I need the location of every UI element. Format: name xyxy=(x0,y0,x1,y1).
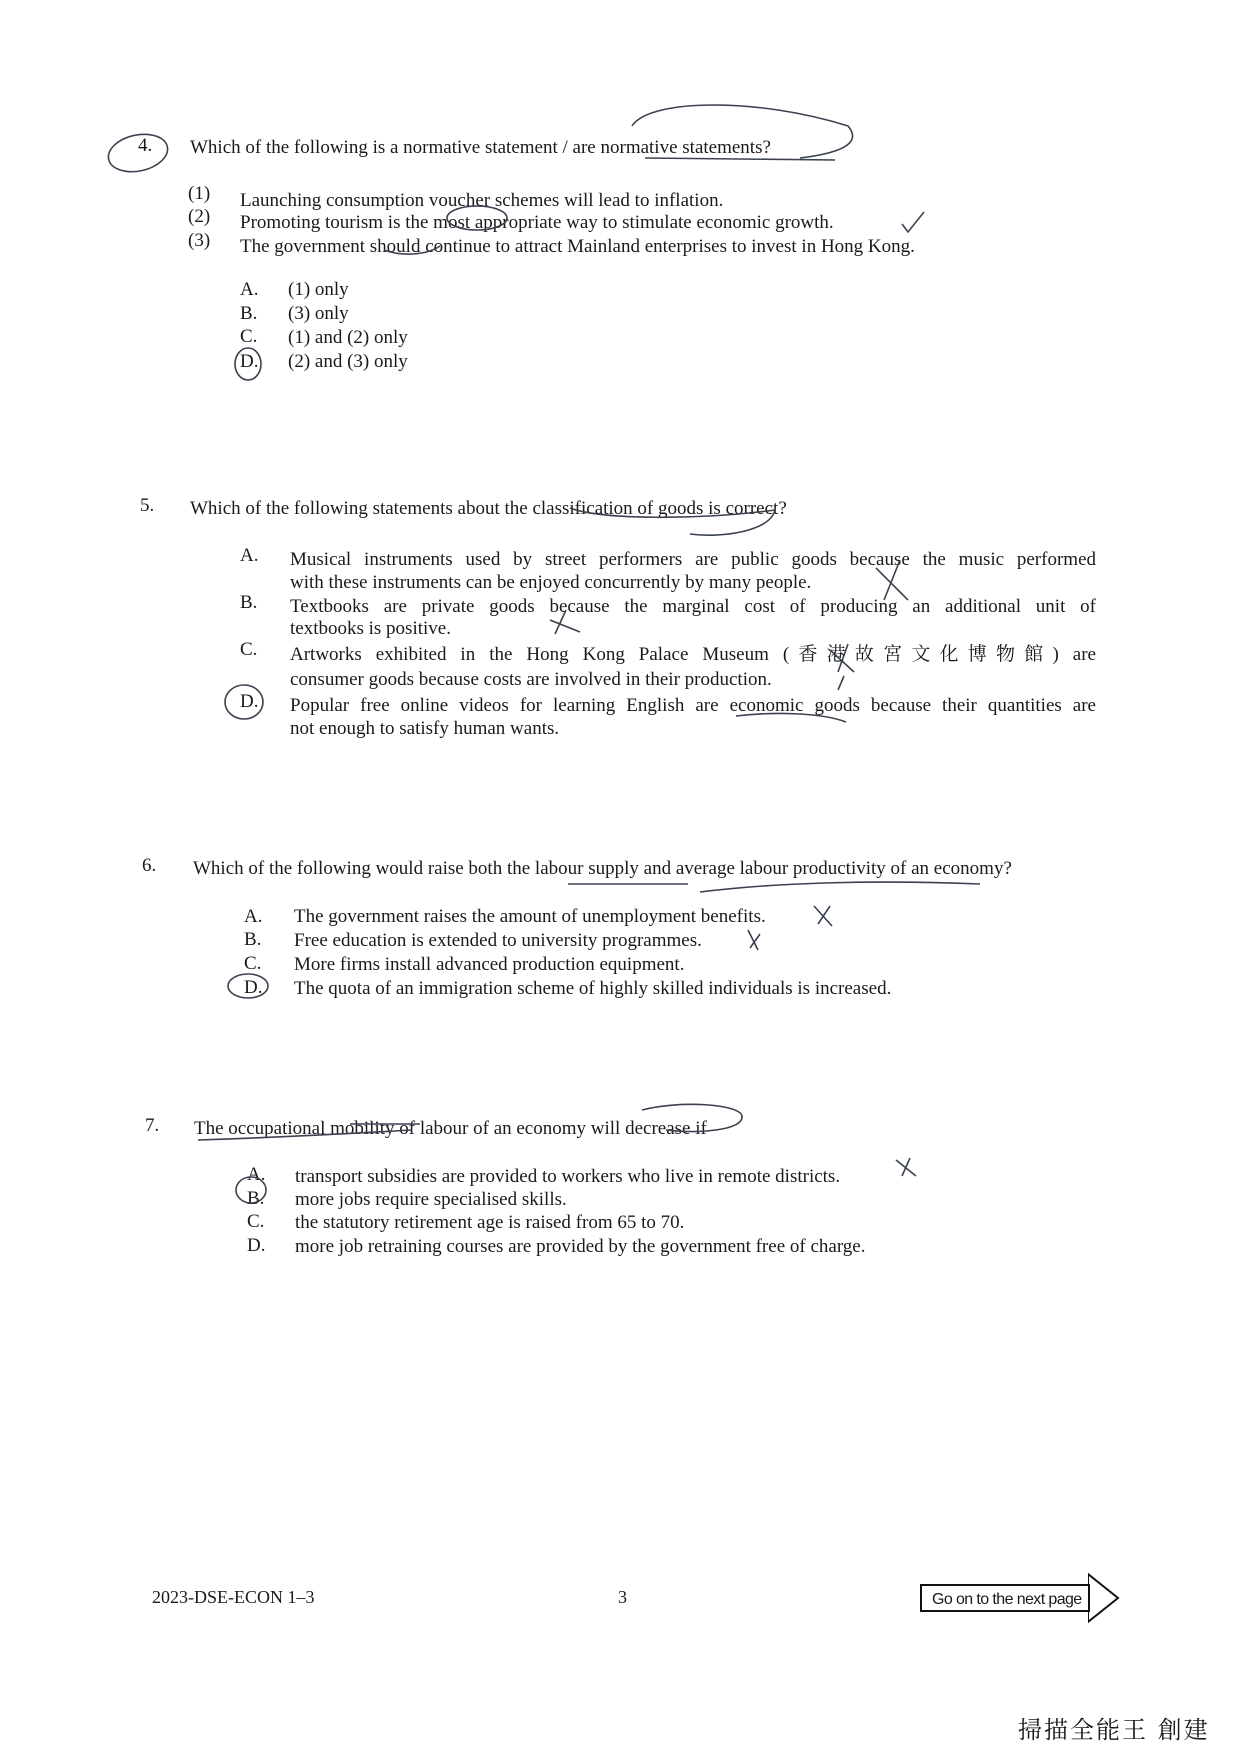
option-text: (1) and (2) only xyxy=(288,327,408,348)
page-number: 3 xyxy=(618,1587,627,1607)
arrow-right-icon xyxy=(1088,1572,1120,1624)
statement-text: The government should continue to attract Mainland enterprises to invest in Hong Kong. xyxy=(240,236,915,257)
option-line: Artworks exhibited in the Hong Kong Palace Museum (香港故宮文化博物館) are xyxy=(290,644,1096,665)
option-line: with these instruments can be enjoyed concurrently by many people. xyxy=(290,572,812,593)
option-line: Popular free online videos for learning English are economic goods because their quantities are xyxy=(290,695,1096,716)
statement-text: Launching consumption voucher schemes will lead to inflation. xyxy=(240,190,724,211)
option-text: transport subsidies are provided to workers who live in remote districts. xyxy=(295,1166,841,1187)
cross-mark xyxy=(896,1158,916,1176)
option-label: D. xyxy=(247,1235,266,1256)
cross-mark xyxy=(814,906,832,926)
option-label: A. xyxy=(244,906,263,927)
paper-code: 2023-DSE-ECON 1–3 xyxy=(152,1587,315,1607)
question-stem: Which of the following would raise both the labour supply and average labour productivity of an economy? xyxy=(193,858,1012,879)
cross-mark xyxy=(838,676,844,690)
option-text: More firms install advanced production equipment. xyxy=(294,954,685,975)
option-line: Textbooks are private goods because the marginal cost of producing an additional unit of xyxy=(290,596,1096,617)
option-line: not enough to satisfy human wants. xyxy=(290,718,560,739)
option-label: B. xyxy=(240,303,258,324)
option-label: A. xyxy=(240,545,259,566)
option-label: D. xyxy=(240,351,259,372)
statement-text: Promoting tourism is the most appropriate way to stimulate economic growth. xyxy=(240,212,834,233)
option-text: (2) and (3) only xyxy=(288,351,408,372)
underline-mark xyxy=(700,882,980,892)
option-label: A. xyxy=(247,1164,266,1185)
question-number: 6. xyxy=(142,855,157,876)
option-label: C. xyxy=(244,953,262,974)
option-line: consumer goods because costs are involved in their production. xyxy=(290,669,772,690)
option-text: The government raises the amount of unemployment benefits. xyxy=(294,906,766,927)
statement-label: (3) xyxy=(188,230,211,251)
option-label: B. xyxy=(240,592,258,613)
option-text: more job retraining courses are provided by the government free of charge. xyxy=(295,1236,866,1257)
option-label: C. xyxy=(240,326,258,347)
next-page-label: Go on to the next page xyxy=(920,1584,1090,1612)
option-line: textbooks is positive. xyxy=(290,618,451,639)
question-stem: Which of the following statements about the classification of goods is correct? xyxy=(190,498,787,519)
scanner-watermark: 掃描全能王 創建 xyxy=(1018,1716,1210,1744)
option-label: C. xyxy=(247,1211,265,1232)
option-label: B. xyxy=(244,929,262,950)
option-text: (3) only xyxy=(288,303,349,324)
option-label: A. xyxy=(240,279,259,300)
option-label: D. xyxy=(240,691,259,712)
question-stem: Which of the following is a normative statement / are normative statements? xyxy=(190,137,771,158)
question-number: 4. xyxy=(138,135,153,156)
option-label: B. xyxy=(247,1188,265,1209)
question-number: 7. xyxy=(145,1115,160,1136)
question-number: 5. xyxy=(140,495,155,516)
option-label: C. xyxy=(240,639,258,660)
option-text: The quota of an immigration scheme of highly skilled individuals is increased. xyxy=(294,978,892,999)
question-stem: The occupational mobility of labour of an economy will decrease if xyxy=(194,1118,707,1139)
option-text: more jobs require specialised skills. xyxy=(295,1189,567,1210)
statement-label: (1) xyxy=(188,183,211,204)
check-mark xyxy=(902,212,924,232)
option-text: (1) only xyxy=(288,279,349,300)
option-text: Free education is extended to university programmes. xyxy=(294,930,702,951)
option-line: Musical instruments used by street performers are public goods because the music performed xyxy=(290,549,1096,570)
statement-label: (2) xyxy=(188,206,211,227)
option-label: D. xyxy=(244,977,263,998)
option-text: the statutory retirement age is raised from 65 to 70. xyxy=(295,1212,685,1233)
cross-mark xyxy=(748,930,760,950)
